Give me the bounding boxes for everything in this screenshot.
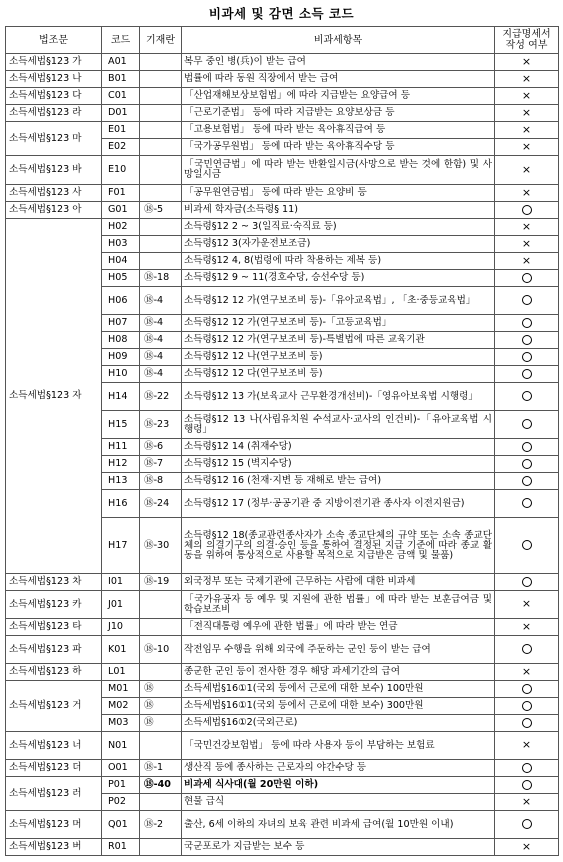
table-row	[6, 777, 559, 794]
code-cell: J10	[102, 619, 140, 636]
circle-mark-icon	[522, 442, 532, 452]
law-cell: 소득세법§123 마	[6, 122, 102, 156]
x-mark-icon: ×	[521, 139, 532, 153]
code-cell: M03	[102, 715, 140, 732]
item-cell: 소득령§12 18(종교관련종사자가 소속 종교단체의 규약 또는 소속 종교단체의 의결기구의 의결·승인 등을 통하여 결정된 지급 기준에 따라 종교 활동을 위하여 통상적으로 사용할 목적으로 지급받은 금액 및 물품)	[182, 518, 495, 574]
table-row	[6, 636, 559, 664]
item-cell: 소득령§12 12 가(연구보조비 등)-특별법에 따른 교육기관	[182, 332, 495, 349]
x-mark-icon: ×	[521, 839, 532, 853]
table-row	[6, 664, 559, 681]
submit-cell	[495, 122, 559, 139]
item-cell: 소득령§12 12 나(연구보조비 등)	[182, 349, 495, 366]
x-mark-icon: ×	[521, 738, 532, 751]
table-row	[6, 760, 559, 777]
x-mark-icon: ×	[521, 105, 532, 119]
submit-cell	[495, 88, 559, 105]
submit-cell	[495, 591, 559, 619]
submit-cell	[495, 490, 559, 518]
x-mark-icon: ×	[521, 619, 532, 633]
code-cell: P01	[102, 777, 140, 794]
law-cell: 소득세법§123 버	[6, 839, 102, 856]
submit-cell	[495, 349, 559, 366]
code-cell: O01	[102, 760, 140, 777]
table-row	[6, 591, 559, 619]
submit-cell	[495, 366, 559, 383]
item-cell: 「고용보험법」 등에 따라 받는 육아휴직급여 등	[182, 122, 495, 139]
code-cell: H17	[102, 518, 140, 574]
entry-cell: ⑱	[140, 681, 182, 698]
entry-cell: ⑱-2	[140, 811, 182, 839]
submit-cell	[495, 439, 559, 456]
submit-cell	[495, 732, 559, 760]
x-mark-icon: ×	[521, 219, 532, 233]
code-cell: E02	[102, 139, 140, 156]
law-cell: 소득세법§123 러	[6, 777, 102, 811]
law-cell: 소득세법§123 파	[6, 636, 102, 664]
x-mark-icon: ×	[521, 162, 532, 176]
entry-cell	[140, 253, 182, 270]
submit-cell	[495, 287, 559, 315]
entry-cell	[140, 156, 182, 185]
header-row	[6, 27, 559, 54]
law-cell: 소득세법§123 너	[6, 732, 102, 760]
code-cell: N01	[102, 732, 140, 760]
code-cell: H09	[102, 349, 140, 366]
submit-cell	[495, 54, 559, 71]
circle-mark-icon	[522, 335, 532, 345]
code-cell: F01	[102, 185, 140, 202]
entry-cell: ⑱-24	[140, 490, 182, 518]
entry-cell: ⑱-10	[140, 636, 182, 664]
item-cell: 소득세법§16①2(국외근로)	[182, 715, 495, 732]
table-row	[6, 156, 559, 185]
code-cell: P02	[102, 794, 140, 811]
entry-cell: ⑱-6	[140, 439, 182, 456]
entry-cell	[140, 664, 182, 681]
code-cell: H13	[102, 473, 140, 490]
submit-cell	[495, 636, 559, 664]
circle-mark-icon	[522, 780, 532, 790]
x-mark-icon: ×	[521, 71, 532, 85]
item-cell: 소득령§12 17 (정부·공공기관 중 지방이전기관 종사자 이전지원금)	[182, 490, 495, 518]
submit-cell	[495, 202, 559, 219]
entry-cell: ⑱-18	[140, 270, 182, 287]
submit-cell	[495, 270, 559, 287]
code-cell: H03	[102, 236, 140, 253]
item-cell: 소득령§12 4, 8(법령에 따라 착용하는 제복 등)	[182, 253, 495, 270]
code-cell: Q01	[102, 811, 140, 839]
submit-cell	[495, 518, 559, 574]
code-cell: K01	[102, 636, 140, 664]
submit-cell	[495, 71, 559, 88]
table-row	[6, 732, 559, 760]
item-cell: 출산, 6세 이하의 자녀의 보육 관련 비과세 급여(월 10만원 이내)	[182, 811, 495, 839]
submit-cell	[495, 219, 559, 236]
x-mark-icon: ×	[521, 794, 532, 808]
item-cell: 소득세법§16①1(국외 등에서 근로에 대한 보수) 300만원	[182, 698, 495, 715]
submit-cell	[495, 760, 559, 777]
entry-cell: ⑱-22	[140, 383, 182, 411]
table-row	[6, 202, 559, 219]
entry-cell	[140, 185, 182, 202]
entry-cell: ⑱	[140, 715, 182, 732]
law-cell: 소득세법§123 머	[6, 811, 102, 839]
item-cell: 소득령§12 12 다(연구보조비 등)	[182, 366, 495, 383]
entry-cell	[140, 71, 182, 88]
code-cell: H06	[102, 287, 140, 315]
entry-cell: ⑱-40	[140, 777, 182, 794]
submit-cell	[495, 698, 559, 715]
submit-cell	[495, 383, 559, 411]
entry-cell	[140, 619, 182, 636]
code-cell: H05	[102, 270, 140, 287]
code-cell: H02	[102, 219, 140, 236]
circle-mark-icon	[522, 391, 532, 401]
x-mark-icon: ×	[521, 236, 532, 250]
item-cell: 소득세법§16①1(국외 등에서 근로에 대한 보수) 100만원	[182, 681, 495, 698]
submit-cell	[495, 456, 559, 473]
circle-mark-icon	[522, 419, 532, 429]
code-cell: A01	[102, 54, 140, 71]
item-cell: 복무 중인 병(兵)이 받는 급여	[182, 54, 495, 71]
code-cell: H12	[102, 456, 140, 473]
law-cell: 소득세법§123 라	[6, 105, 102, 122]
entry-cell	[140, 88, 182, 105]
circle-mark-icon	[522, 577, 532, 587]
submit-cell	[495, 681, 559, 698]
item-cell: 소득령§12 13 가(보육교사 근무환경개선비)-「영유아보육법 시행령」	[182, 383, 495, 411]
code-cell: B01	[102, 71, 140, 88]
submit-cell	[495, 715, 559, 732]
code-cell: H11	[102, 439, 140, 456]
table-row	[6, 122, 559, 139]
item-cell: 소득령§12 12 가(연구보조비 등)-「유아교육법」, 「초·중등교육법」	[182, 287, 495, 315]
item-cell: 소득령§12 9 ~ 11(경호수당, 승선수당 등)	[182, 270, 495, 287]
circle-mark-icon	[522, 352, 532, 362]
submit-cell	[495, 411, 559, 439]
circle-mark-icon	[522, 540, 532, 550]
table-row	[6, 219, 559, 236]
entry-cell: ⑱-1	[140, 760, 182, 777]
code-cell: I01	[102, 574, 140, 591]
code-cell: E01	[102, 122, 140, 139]
x-mark-icon: ×	[521, 88, 532, 102]
code-cell: H04	[102, 253, 140, 270]
law-cell: 소득세법§123 더	[6, 760, 102, 777]
table-row	[6, 574, 559, 591]
submit-cell	[495, 253, 559, 270]
x-mark-icon: ×	[521, 253, 532, 267]
item-cell: 비과세 식사대(월 20만원 이하)	[182, 777, 495, 794]
item-cell: 소득령§12 14 (취재수당)	[182, 439, 495, 456]
table-row	[6, 619, 559, 636]
item-cell: 비과세 학자금(소득령§ 11)	[182, 202, 495, 219]
item-cell: 외국정부 또는 국제기관에 근무하는 사람에 대한 비과세	[182, 574, 495, 591]
entry-cell	[140, 122, 182, 139]
code-cell: R01	[102, 839, 140, 856]
law-cell: 소득세법§123 아	[6, 202, 102, 219]
law-cell: 소득세법§123 나	[6, 71, 102, 88]
submit-cell	[495, 839, 559, 856]
circle-mark-icon	[522, 498, 532, 508]
item-cell: 「국민연금법」에 따라 받는 반환일시금(사망으로 받는 것에 한함) 및 사망일시금	[182, 156, 495, 185]
header-entry: 기재란	[140, 27, 182, 54]
entry-cell	[140, 732, 182, 760]
law-cell: 소득세법§123 가	[6, 54, 102, 71]
header-code: 코드	[102, 27, 140, 54]
table-row	[6, 811, 559, 839]
code-cell: E10	[102, 156, 140, 185]
circle-mark-icon	[522, 684, 532, 694]
code-cell: G01	[102, 202, 140, 219]
submit-cell	[495, 664, 559, 681]
entry-cell: ⑱	[140, 698, 182, 715]
entry-cell	[140, 236, 182, 253]
table-row	[6, 71, 559, 88]
law-cell: 소득세법§123 사	[6, 185, 102, 202]
entry-cell: ⑱-5	[140, 202, 182, 219]
header-submit: 지급명세서 작성 여부	[495, 27, 559, 54]
item-cell: 「국민건강보험법」 등에 따라 사용자 등이 부담하는 보험료	[182, 732, 495, 760]
submit-cell	[495, 473, 559, 490]
circle-mark-icon	[522, 295, 532, 305]
circle-mark-icon	[522, 369, 532, 379]
law-cell: 소득세법§123 거	[6, 681, 102, 732]
entry-cell	[140, 219, 182, 236]
code-cell: H14	[102, 383, 140, 411]
entry-cell	[140, 839, 182, 856]
circle-mark-icon	[522, 476, 532, 486]
x-mark-icon: ×	[521, 54, 532, 68]
item-cell: 「근로기준법」 등에 따라 지급받는 요양보상금 등	[182, 105, 495, 122]
circle-mark-icon	[522, 819, 532, 829]
submit-cell	[495, 794, 559, 811]
code-cell: L01	[102, 664, 140, 681]
header-item: 비과세항목	[182, 27, 495, 54]
entry-cell	[140, 54, 182, 71]
item-cell: 종군한 군인 등이 전사한 경우 해당 과세기간의 급여	[182, 664, 495, 681]
entry-cell: ⑱-4	[140, 332, 182, 349]
submit-cell	[495, 811, 559, 839]
item-cell: 법률에 따라 동원 직장에서 받는 급여	[182, 71, 495, 88]
item-cell: 소득령§12 16 (천재·지변 등 재해로 받는 급여)	[182, 473, 495, 490]
law-cell: 소득세법§123 하	[6, 664, 102, 681]
item-cell: 현물 급식	[182, 794, 495, 811]
law-cell: 소득세법§123 자	[6, 219, 102, 574]
code-cell: H16	[102, 490, 140, 518]
page-title: 비과세 및 감면 소득 코드	[208, 6, 355, 21]
x-mark-icon: ×	[521, 664, 532, 678]
law-cell: 소득세법§123 바	[6, 156, 102, 185]
x-mark-icon: ×	[521, 185, 532, 199]
entry-cell: ⑱-19	[140, 574, 182, 591]
item-cell: 소득령§12 15 (벽지수당)	[182, 456, 495, 473]
entry-cell	[140, 139, 182, 156]
x-mark-icon: ×	[521, 122, 532, 136]
entry-cell: ⑱-4	[140, 287, 182, 315]
entry-cell: ⑱-23	[140, 411, 182, 439]
item-cell: 소득령§12 12 가(연구보조비 등)-「고등교육법」	[182, 315, 495, 332]
entry-cell: ⑱-7	[140, 456, 182, 473]
item-cell: 작전임무 수행을 위해 외국에 주둔하는 군인 등이 받는 급여	[182, 636, 495, 664]
item-cell: 「국가유공자 등 예우 및 지원에 관한 법률」에 따라 받는 보훈급여금 및 학습보조비	[182, 591, 495, 619]
table-row	[6, 105, 559, 122]
entry-cell: ⑱-4	[140, 315, 182, 332]
item-cell: 생산직 등에 종사하는 근로자의 야간수당 등	[182, 760, 495, 777]
table-row	[6, 839, 559, 856]
entry-cell	[140, 591, 182, 619]
submit-cell	[495, 236, 559, 253]
item-cell: 「국가공무원법」 등에 따라 받는 육아휴직수당 등	[182, 139, 495, 156]
item-cell: 소득령§12 3(자가운전보조금)	[182, 236, 495, 253]
submit-cell	[495, 777, 559, 794]
circle-mark-icon	[522, 718, 532, 728]
table-body	[6, 54, 559, 856]
submit-cell	[495, 619, 559, 636]
submit-cell	[495, 105, 559, 122]
code-cell: H08	[102, 332, 140, 349]
table-row	[6, 88, 559, 105]
code-cell: D01	[102, 105, 140, 122]
tax-code-table	[5, 26, 559, 856]
code-cell: H15	[102, 411, 140, 439]
table-row	[6, 681, 559, 698]
x-mark-icon: ×	[521, 597, 532, 610]
table-row	[6, 54, 559, 71]
item-cell: 「공무원연금법」 등에 따라 받는 요양비 등	[182, 185, 495, 202]
item-cell: 소득령§12 13 나(사립유치원 수석교사·교사의 인건비)-「유아교육법 시행령」	[182, 411, 495, 439]
submit-cell	[495, 156, 559, 185]
entry-cell: ⑱-4	[140, 349, 182, 366]
entry-cell	[140, 794, 182, 811]
law-cell: 소득세법§123 차	[6, 574, 102, 591]
law-cell: 소득세법§123 카	[6, 591, 102, 619]
code-cell: J01	[102, 591, 140, 619]
circle-mark-icon	[522, 644, 532, 654]
submit-cell	[495, 185, 559, 202]
circle-mark-icon	[522, 205, 532, 215]
header-law: 법조문	[6, 27, 102, 54]
entry-cell: ⑱-30	[140, 518, 182, 574]
entry-cell: ⑱-8	[140, 473, 182, 490]
item-cell: 국군포로가 지급받는 보수 등	[182, 839, 495, 856]
code-cell: C01	[102, 88, 140, 105]
submit-cell	[495, 332, 559, 349]
item-cell: 소득령§12 2 ~ 3(일직료·숙직료 등)	[182, 219, 495, 236]
code-cell: H10	[102, 366, 140, 383]
entry-cell: ⑱-4	[140, 366, 182, 383]
code-cell: M01	[102, 681, 140, 698]
law-cell: 소득세법§123 다	[6, 88, 102, 105]
law-cell: 소득세법§123 타	[6, 619, 102, 636]
circle-mark-icon	[522, 701, 532, 711]
code-cell: M02	[102, 698, 140, 715]
item-cell: 「산업재해보상보험법」에 따라 지급받는 요양급여 등	[182, 88, 495, 105]
item-cell: 「전직대통령 예우에 관한 법률」에 따라 받는 연금	[182, 619, 495, 636]
entry-cell	[140, 105, 182, 122]
circle-mark-icon	[522, 318, 532, 328]
submit-cell	[495, 315, 559, 332]
circle-mark-icon	[522, 763, 532, 773]
circle-mark-icon	[522, 459, 532, 469]
table-row	[6, 185, 559, 202]
code-cell: H07	[102, 315, 140, 332]
circle-mark-icon	[522, 273, 532, 283]
submit-cell	[495, 139, 559, 156]
submit-cell	[495, 574, 559, 591]
